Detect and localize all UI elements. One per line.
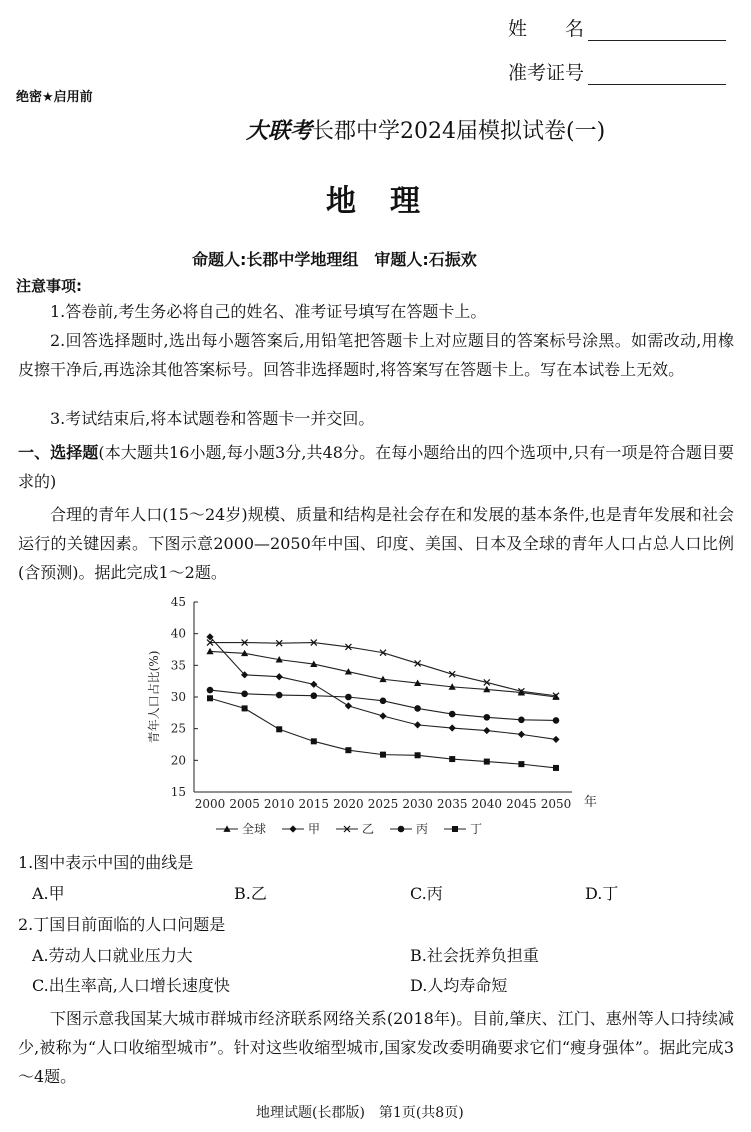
diamond-marker xyxy=(345,702,352,709)
q1-option-d: D.丁 xyxy=(585,884,619,903)
x-tick-label: 2005 xyxy=(229,797,260,811)
authors-line: 命题人:长郡中学地理组 审题人:石振欢 xyxy=(192,250,477,269)
brand-logo: 大联考 xyxy=(246,118,313,144)
square-marker xyxy=(449,756,455,762)
x-tick-label: 2020 xyxy=(333,797,364,811)
diamond-marker xyxy=(414,721,421,728)
circle-marker xyxy=(553,717,560,724)
diamond-marker xyxy=(276,673,283,680)
legend-label: 全球 xyxy=(242,822,267,836)
circle-marker xyxy=(484,714,491,721)
legend-label: 丙 xyxy=(416,822,429,836)
square-marker xyxy=(484,759,490,765)
legend-item xyxy=(336,822,374,836)
y-axis-label: 青年人口占比(%) xyxy=(147,650,161,744)
q2-option-d: D.人均寿命短 xyxy=(410,976,508,995)
y-tick-label: 40 xyxy=(170,626,186,641)
x-tick-label: 2040 xyxy=(471,797,503,811)
passage-1: 合理的青年人口(15～24岁)规模、质量和结构是社会存在和发展的基本条件,也是青年发展和社会运行的关键因素。下图示意2000—2050年中国、印度、美国、日本及全球的青年人口占总人口比例(含预测)。据此完成1～2题。 xyxy=(18,505,734,582)
y-tick-label: 35 xyxy=(170,658,186,673)
legend-label: 乙 xyxy=(362,822,375,836)
square-marker xyxy=(518,761,524,767)
legend-item xyxy=(216,821,266,836)
square-marker xyxy=(452,826,458,832)
x-tick-label: 2015 xyxy=(298,797,330,811)
note-3: 3.考试结束后,将本试题卷和答题卡一并交回。 xyxy=(50,409,375,428)
q1-option-b: B.乙 xyxy=(234,884,267,903)
series-line xyxy=(210,643,556,696)
circle-marker xyxy=(207,687,214,694)
section-1-heading: 一、选择题 xyxy=(18,443,99,462)
legend-label: 甲 xyxy=(308,822,321,836)
series-乙 xyxy=(207,640,559,699)
circle-marker xyxy=(449,711,456,718)
diamond-marker xyxy=(310,681,317,688)
y-tick-label: 25 xyxy=(170,721,186,736)
exam-title xyxy=(246,114,605,145)
name-label: 姓 名 xyxy=(508,18,585,40)
q1-option-c: C.丙 xyxy=(410,884,443,903)
series-全球 xyxy=(206,648,559,700)
q1-stem: 1.图中表示中国的曲线是 xyxy=(18,853,194,872)
square-marker xyxy=(415,752,421,758)
youth-population-chart xyxy=(140,590,620,850)
circle-marker xyxy=(398,826,405,833)
diamond-marker xyxy=(552,736,559,743)
diamond-marker xyxy=(289,825,296,832)
legend-item xyxy=(390,822,428,836)
section-1 xyxy=(18,438,734,496)
series-line xyxy=(210,651,556,697)
square-marker xyxy=(380,752,386,758)
x-tick-label: 2045 xyxy=(506,797,537,811)
section-1-desc: (本大题共16小题,每小题3分,共48分。在每小题给出的四个选项中,只有一项是符合题目要求的) xyxy=(18,443,734,491)
y-tick-label: 30 xyxy=(170,690,186,704)
q2-option-a: A.劳动人口就业压力大 xyxy=(32,946,193,965)
diamond-marker xyxy=(518,731,525,738)
square-marker xyxy=(345,747,351,753)
name-blank xyxy=(588,22,726,41)
notes-title: 注意事项: xyxy=(16,277,82,295)
legend-item xyxy=(282,822,320,836)
y-tick-label: 20 xyxy=(170,753,186,768)
circle-marker xyxy=(241,691,248,698)
q2-stem: 2.丁国目前面临的人口问题是 xyxy=(18,915,226,934)
exam-title-text: 长郡中学2024届模拟试卷(一) xyxy=(312,119,606,144)
y-tick-label: 15 xyxy=(170,785,186,799)
q2-option-c: C.出生率高,人口增长速度快 xyxy=(32,976,230,995)
square-marker xyxy=(311,738,317,744)
legend-label: 丁 xyxy=(470,822,483,836)
passage-2: 下图示意我国某大城市群城市经济联系网络关系(2018年)。目前,肇庆、江门、惠州等人口持续减少,被称为“人口收缩型城市”。针对这些收缩型城市,国家发改委明确要求它们“瘦身强体”。据此完成3～4题。 xyxy=(18,1009,734,1086)
secret-label: 绝密★启用前 xyxy=(16,90,93,105)
square-marker xyxy=(207,695,213,701)
id-label: 准考证号 xyxy=(508,62,585,84)
x-tick-label: 2050 xyxy=(540,797,572,811)
circle-marker xyxy=(345,694,352,701)
id-blank xyxy=(588,66,726,85)
id-field xyxy=(508,58,726,85)
q1-option-a: A.甲 xyxy=(32,884,65,903)
chart-legend xyxy=(216,821,482,836)
note-2: 2.回答选择题时,选出每小题答案后,用铅笔把答题卡上对应题目的答案标号涂黑。如需改动,用橡皮擦干净后,再选涂其他答案标号。回答非选择题时,将答案写在答题卡上。写在本试卷上无效。 xyxy=(18,331,734,379)
subject-title: 地 理 xyxy=(326,184,422,219)
x-tick-label: 2035 xyxy=(436,797,468,811)
x-tick-label: 2025 xyxy=(367,797,399,811)
chart-axes xyxy=(146,595,597,811)
square-marker xyxy=(553,765,559,771)
chart-series xyxy=(206,633,559,771)
note-1: 1.答卷前,考生务必将自己的姓名、准考证号填写在答题卡上。 xyxy=(50,302,487,321)
legend-item xyxy=(444,822,482,836)
square-marker xyxy=(242,705,248,711)
x-tick-label: 2000 xyxy=(194,797,226,811)
diamond-marker xyxy=(379,712,386,719)
x-axis-label: 年 xyxy=(584,795,598,810)
circle-marker xyxy=(518,717,525,724)
x-marker xyxy=(415,660,421,666)
circle-marker xyxy=(311,692,318,699)
x-tick-label: 2010 xyxy=(263,797,295,811)
x-tick-label: 2030 xyxy=(402,797,433,811)
circle-marker xyxy=(380,698,387,705)
diamond-marker xyxy=(483,727,490,734)
square-marker xyxy=(276,726,282,732)
y-tick-label: 45 xyxy=(170,595,186,609)
series-甲 xyxy=(206,633,559,743)
q2-option-b: B.社会抚养负担重 xyxy=(410,946,539,965)
circle-marker xyxy=(414,705,421,712)
diamond-marker xyxy=(449,724,456,731)
page-footer: 地理试题(长郡版) 第1页(共8页) xyxy=(256,1105,464,1121)
name-field xyxy=(508,14,726,41)
circle-marker xyxy=(276,692,283,699)
